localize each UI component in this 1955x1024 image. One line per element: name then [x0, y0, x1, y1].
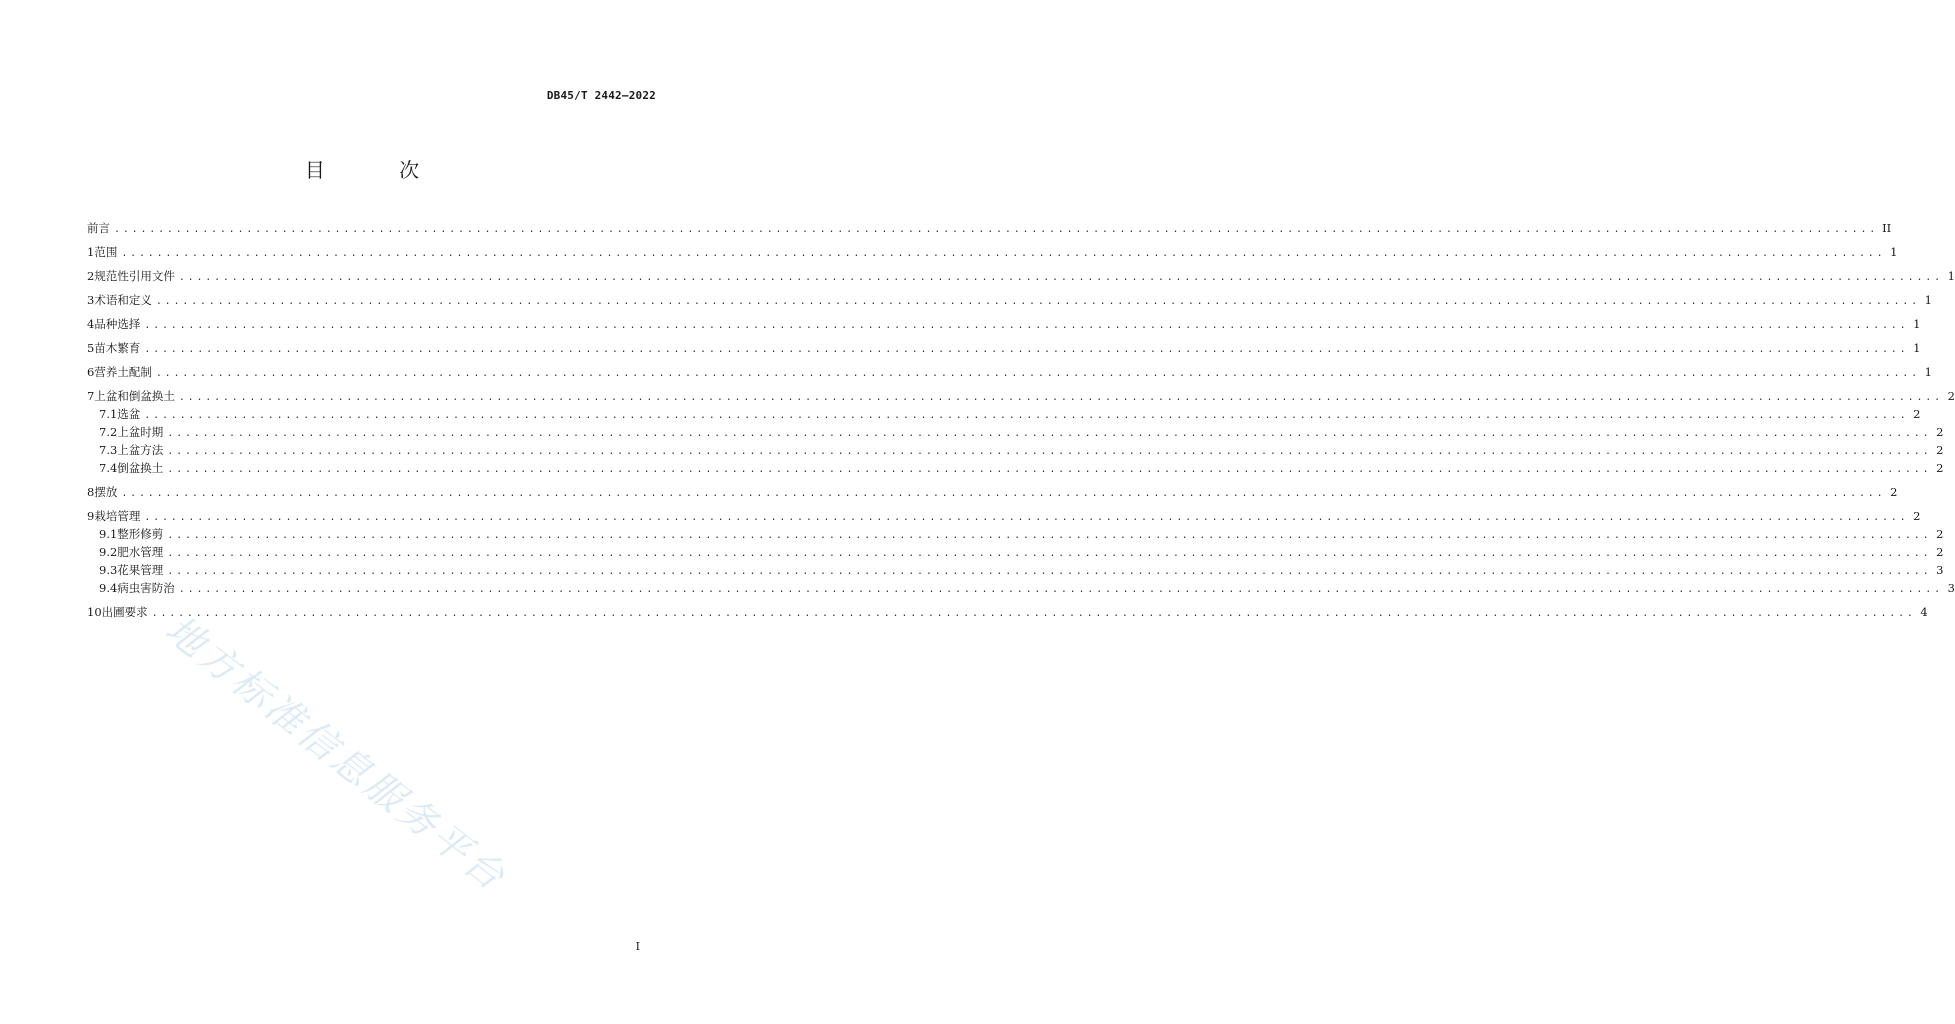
toc-entry[interactable] — [87, 423, 1944, 441]
document-code: DB45/T 2442—2022 — [546, 89, 656, 102]
toc-entry[interactable] — [87, 441, 1944, 459]
toc-entry-number: 9 — [87, 509, 95, 523]
toc-entry-label: 范围 — [94, 245, 118, 259]
watermark: 地方标准信息服务平台 — [157, 607, 516, 901]
toc-entry-label: 上盆时期 — [117, 425, 164, 439]
toc-entry[interactable] — [87, 543, 1944, 561]
toc-entry-label: 品种选择 — [94, 317, 141, 331]
toc-entry-page: 2 — [1947, 389, 1955, 403]
toc-entry-label: 前言 — [87, 221, 110, 235]
toc-entry-number: 7 — [87, 389, 95, 403]
toc-entry-number: 7.2 — [99, 425, 118, 439]
toc-entry-label: 选盆 — [117, 407, 141, 421]
toc-entry-page: 1 — [1924, 293, 1932, 307]
toc-leader-dots: ........................................................................................................................................................................................................ — [167, 428, 1932, 439]
toc-leader-dots: ........................................................................................................................................................................................................ — [144, 410, 1909, 421]
toc-entry-page: 2 — [1913, 407, 1921, 421]
toc-entry-number: 2 — [87, 269, 95, 283]
toc-entry[interactable] — [87, 363, 1932, 381]
toc-entry-number: 9.3 — [99, 563, 118, 577]
toc-leader-dots: ........................................................................................................................................................................................................ — [155, 368, 1920, 379]
toc-entry-number: 7.4 — [99, 461, 118, 475]
toc-entry[interactable] — [87, 339, 1921, 357]
toc-entry-page: 3 — [1936, 563, 1944, 577]
toc-entry[interactable] — [87, 483, 1898, 501]
toc-entry-number: 4 — [87, 317, 95, 331]
toc-leader-dots: ........................................................................................................................................................................................................ — [167, 530, 1932, 541]
toc-entry-label: 花果管理 — [117, 563, 164, 577]
toc-entry-page: 2 — [1936, 425, 1944, 439]
toc-entry-page: 1 — [1913, 317, 1921, 331]
toc-leader-dots: ........................................................................................................................................................................................................ — [167, 566, 1932, 577]
toc-entry-number: 7.3 — [99, 443, 118, 457]
toc-entry[interactable] — [87, 219, 1892, 237]
toc-entry-label: 肥水管理 — [117, 545, 164, 559]
toc-entry[interactable] — [87, 291, 1932, 309]
toc-entry-page: 1 — [1924, 365, 1932, 379]
toc-entry-label: 上盆方法 — [117, 443, 164, 457]
toc-entry-page: 2 — [1913, 509, 1921, 523]
toc-entry-number: 9.4 — [99, 581, 118, 595]
toc-entry-number: 8 — [87, 485, 95, 499]
toc-entry-page: 2 — [1936, 443, 1944, 457]
toc-leader-dots: ........................................................................................................................................................................................................ — [144, 320, 1909, 331]
toc-entry[interactable] — [87, 507, 1921, 525]
toc-entry[interactable] — [87, 579, 1955, 597]
toc-entry-label: 术语和定义 — [94, 293, 152, 307]
toc-entry-number: 5 — [87, 341, 95, 355]
toc-entry-number: 9.1 — [99, 527, 118, 541]
toc-entry-page: 4 — [1920, 605, 1928, 619]
toc-leader-dots: ........................................................................................................................................................................................................ — [167, 548, 1932, 559]
toc-entry-page: 1 — [1913, 341, 1921, 355]
toc-entry-page: 1 — [1947, 269, 1955, 283]
toc-entry-number: 3 — [87, 293, 95, 307]
toc-entry-page: 3 — [1947, 581, 1955, 595]
table-of-contents — [87, 219, 1955, 621]
toc-entry-number: 7.1 — [99, 407, 118, 421]
toc-entry-page: 1 — [1890, 245, 1898, 259]
toc-leader-dots: ........................................................................................................................................................................................................ — [178, 392, 1943, 403]
toc-leader-dots: ........................................................................................................................................................................................................ — [167, 446, 1932, 457]
toc-leader-dots: ........................................................................................................................................................................................................ — [114, 224, 1879, 235]
toc-entry[interactable] — [87, 405, 1921, 423]
toc-entry-page: 2 — [1936, 545, 1944, 559]
toc-entry-page: 2 — [1936, 461, 1944, 475]
toc-entry[interactable] — [87, 315, 1921, 333]
toc-entry[interactable] — [87, 525, 1944, 543]
toc-entry-page: 2 — [1936, 527, 1944, 541]
toc-entry[interactable] — [87, 387, 1955, 405]
page-title: 目 次 — [304, 158, 454, 182]
toc-entry-label: 出圃要求 — [101, 605, 148, 619]
toc-entry-label: 摆放 — [94, 485, 118, 499]
toc-entry-label: 栽培管理 — [94, 509, 141, 523]
page-number: I — [635, 940, 640, 953]
toc-entry[interactable] — [87, 459, 1944, 477]
toc-entry-page: 2 — [1890, 485, 1898, 499]
toc-leader-dots: ........................................................................................................................................................................................................ — [121, 248, 1886, 259]
toc-entry-number: 9.2 — [99, 545, 118, 559]
toc-entry-label: 苗木繁育 — [94, 341, 141, 355]
toc-leader-dots: ........................................................................................................................................................................................................ — [151, 608, 1916, 619]
toc-leader-dots: ........................................................................................................................................................................................................ — [155, 296, 1920, 307]
toc-leader-dots: ........................................................................................................................................................................................................ — [178, 584, 1943, 595]
toc-entry-label: 营养土配制 — [94, 365, 152, 379]
toc-entry-label: 规范性引用文件 — [94, 269, 175, 283]
toc-entry-label: 病虫害防治 — [117, 581, 175, 595]
toc-entry[interactable] — [87, 561, 1944, 579]
toc-entry-number: 1 — [87, 245, 95, 259]
toc-leader-dots: ........................................................................................................................................................................................................ — [144, 344, 1909, 355]
toc-leader-dots: ........................................................................................................................................................................................................ — [167, 464, 1932, 475]
toc-entry-page: II — [1882, 221, 1892, 235]
toc-entry-number: 10 — [87, 605, 102, 619]
toc-leader-dots: ........................................................................................................................................................................................................ — [121, 488, 1886, 499]
toc-entry-label: 上盆和倒盆换土 — [94, 389, 175, 403]
toc-leader-dots: ........................................................................................................................................................................................................ — [144, 512, 1909, 523]
toc-entry[interactable] — [87, 267, 1955, 285]
toc-entry-label: 整形修剪 — [117, 527, 164, 541]
toc-entry[interactable] — [87, 243, 1898, 261]
toc-leader-dots: ........................................................................................................................................................................................................ — [178, 272, 1943, 283]
toc-entry[interactable] — [87, 603, 1928, 621]
toc-entry-label: 倒盆换土 — [117, 461, 164, 475]
toc-entry-number: 6 — [87, 365, 95, 379]
